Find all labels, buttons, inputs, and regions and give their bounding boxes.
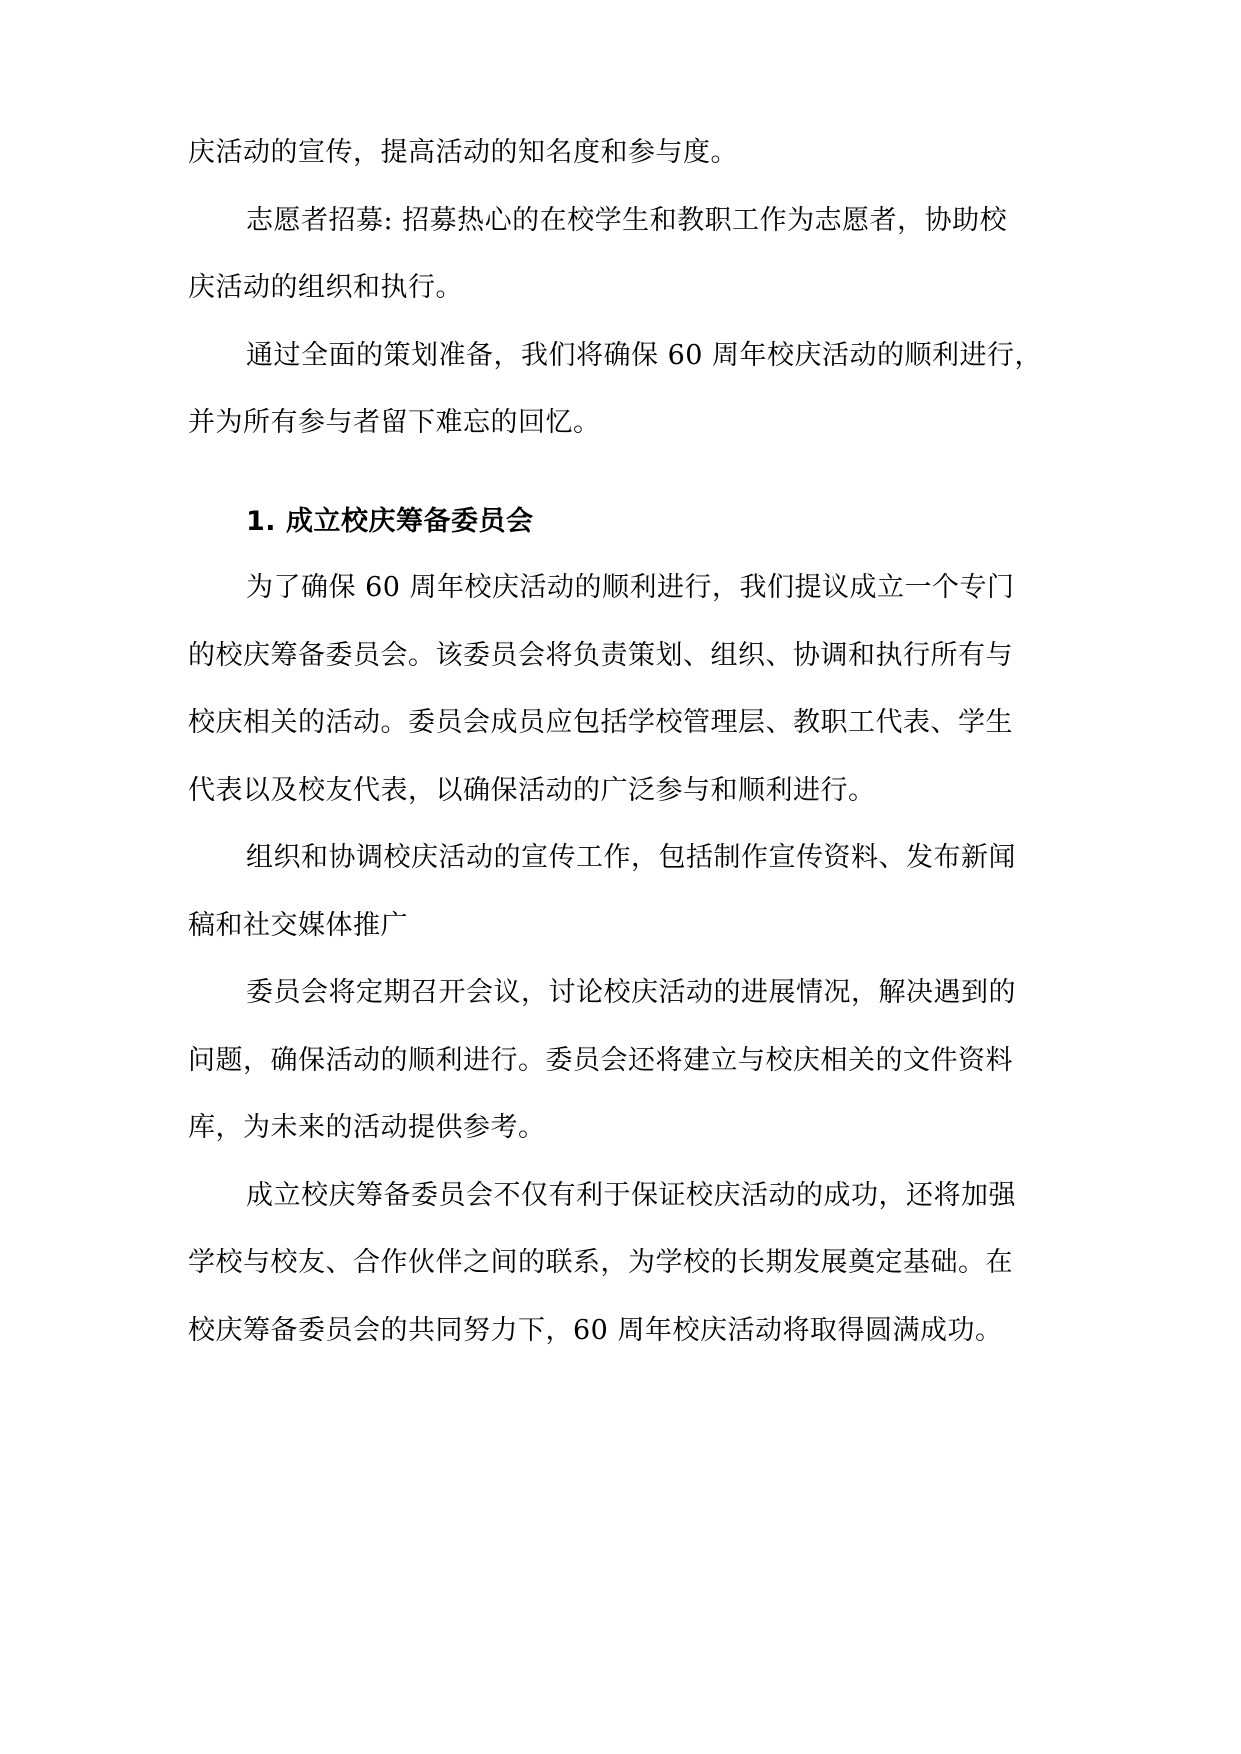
section-heading: 1. 成立校庆筹备委员会 bbox=[246, 506, 534, 537]
body-line: 问题，确保活动的顺利进行。委员会还将建立与校庆相关的文件资料 bbox=[188, 1045, 1013, 1076]
body-line: 校庆相关的活动。委员会成员应包括学校管理层、教职工代表、学生 bbox=[188, 707, 1013, 738]
body-line: 成立校庆筹备委员会不仅有利于保证校庆活动的成功，还将加强 bbox=[246, 1180, 1016, 1211]
body-line: 稿和社交媒体推广 bbox=[188, 910, 408, 941]
body-line: 的校庆筹备委员会。该委员会将负责策划、组织、协调和执行所有与 bbox=[188, 640, 1013, 671]
body-line: 庆活动的宣传，提高活动的知名度和参与度。 bbox=[188, 137, 738, 168]
body-line: 通过全面的策划准备，我们将确保 60 周年校庆活动的顺利进行， bbox=[246, 340, 1043, 371]
body-line: 校庆筹备委员会的共同努力下，60 周年校庆活动将取得圆满成功。 bbox=[188, 1315, 1003, 1346]
body-line: 志愿者招募: 招募热心的在校学生和教职工作为志愿者，协助校 bbox=[246, 205, 1008, 236]
body-line: 委员会将定期召开会议，讨论校庆活动的进展情况，解决遇到的 bbox=[246, 977, 1016, 1008]
body-line: 庆活动的组织和执行。 bbox=[188, 272, 463, 303]
body-line: 代表以及校友代表，以确保活动的广泛参与和顺利进行。 bbox=[188, 775, 876, 806]
body-line: 库，为未来的活动提供参考。 bbox=[188, 1112, 546, 1143]
body-line: 并为所有参与者留下难忘的回忆。 bbox=[188, 407, 601, 438]
body-line: 组织和协调校庆活动的宣传工作，包括制作宣传资料、发布新闻 bbox=[246, 842, 1016, 873]
body-line: 学校与校友、合作伙伴之间的联系，为学校的长期发展奠定基础。在 bbox=[188, 1247, 1013, 1278]
body-line: 为了确保 60 周年校庆活动的顺利进行，我们提议成立一个专门 bbox=[246, 572, 1015, 603]
